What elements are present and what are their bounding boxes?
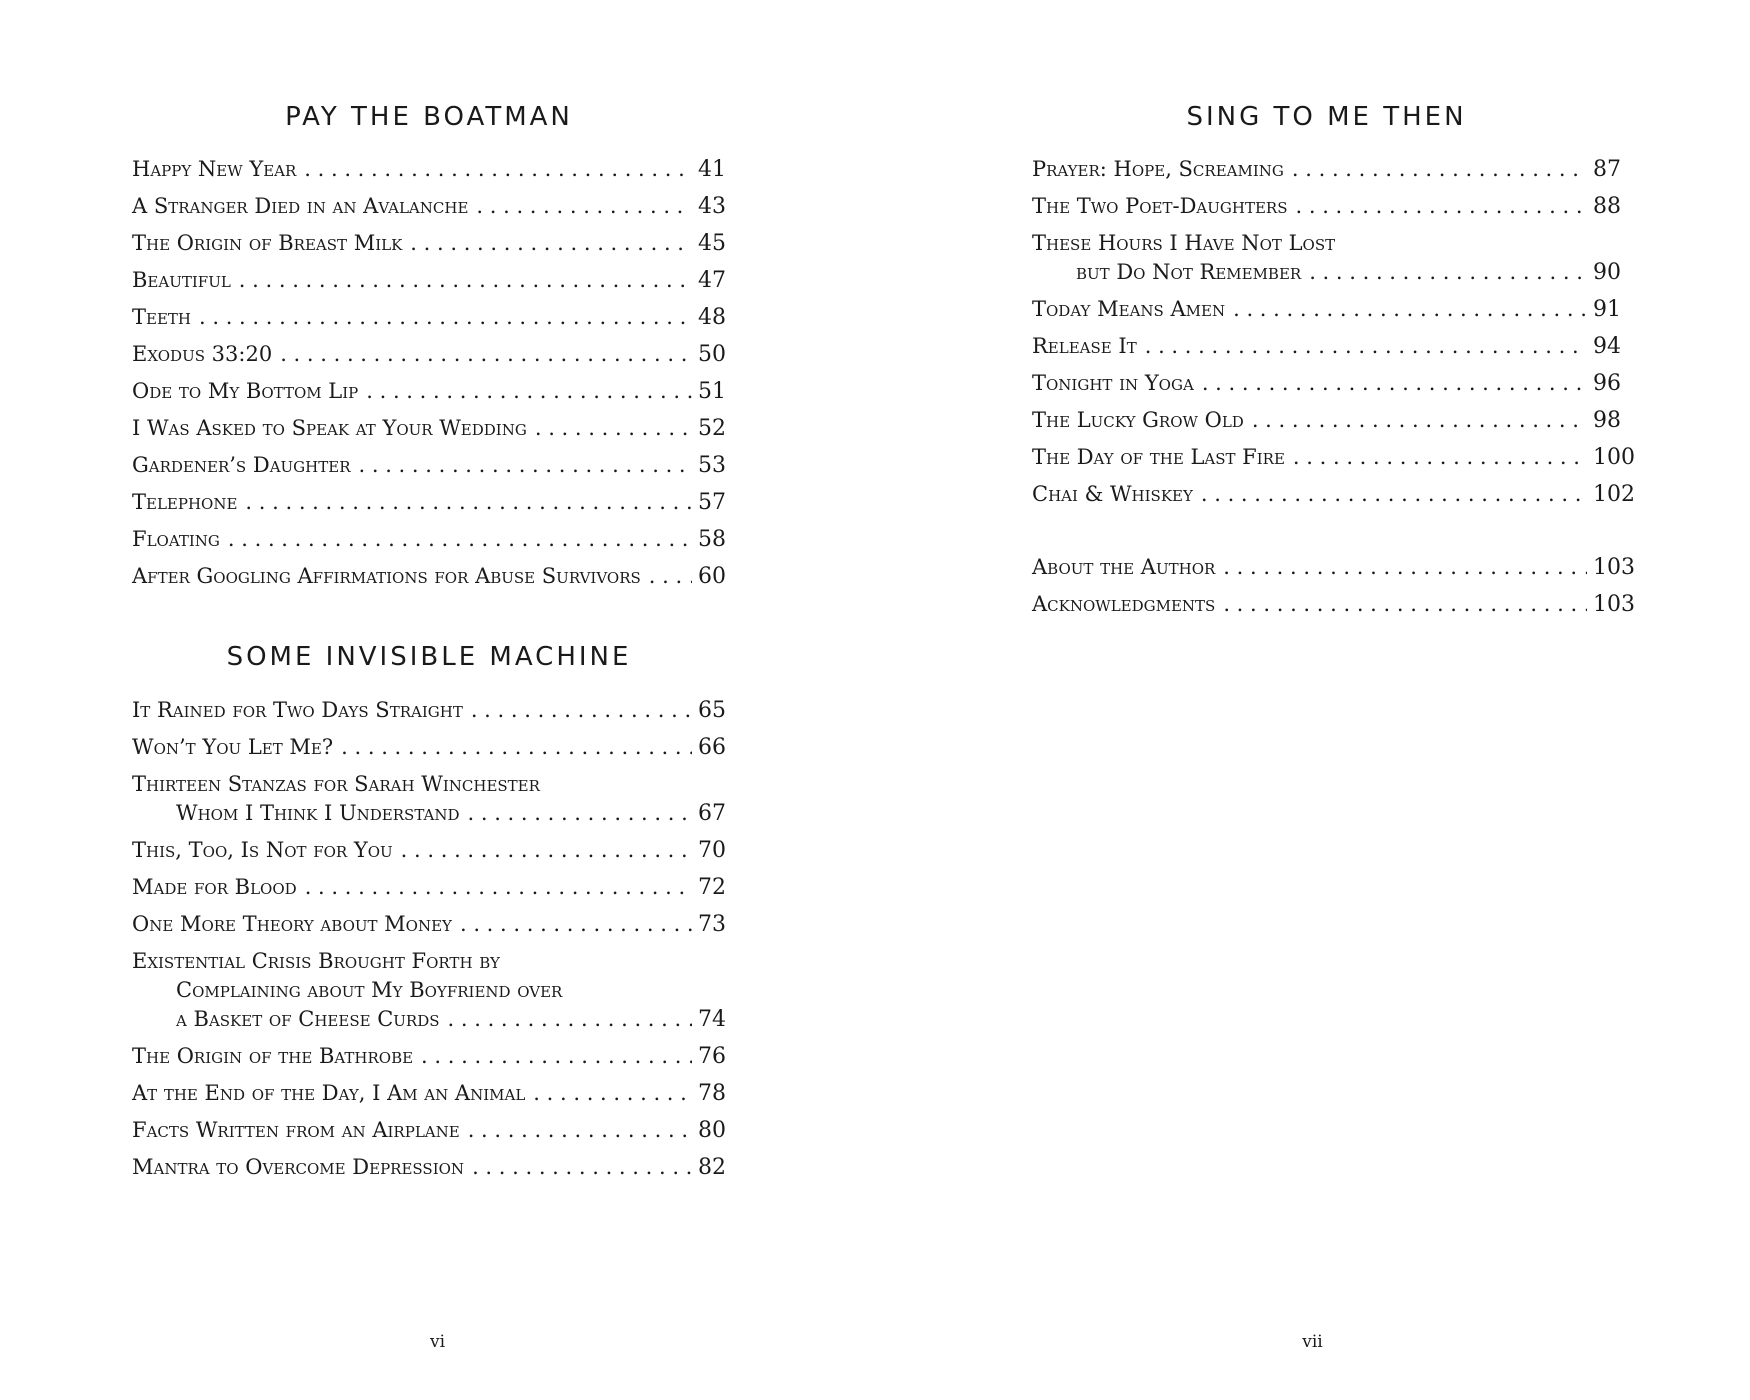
toc-entry-title: A Stranger Died in an Avalanche xyxy=(132,194,469,218)
toc-entry-title: The Origin of Breast Milk xyxy=(132,231,403,255)
dot-leader xyxy=(471,696,692,725)
toc-entry-page: 70 xyxy=(698,838,726,863)
toc-entry-page: 66 xyxy=(698,735,726,760)
toc-entry-title: The Two Poet-Daughters xyxy=(1032,194,1288,218)
toc-entry[interactable] xyxy=(132,303,726,332)
toc-entry[interactable] xyxy=(132,155,726,184)
dot-leader xyxy=(472,1153,692,1182)
toc-entry-page: 100 xyxy=(1593,445,1635,470)
toc-entry[interactable] xyxy=(132,266,726,295)
dot-leader xyxy=(1223,590,1587,619)
toc-entry-page: 65 xyxy=(698,698,726,723)
dot-leader xyxy=(366,377,692,406)
toc-entry-title: After Googling Affirmations for Abuse Survivors xyxy=(132,564,641,588)
dot-leader xyxy=(410,229,692,258)
toc-entry-page: 45 xyxy=(698,231,726,256)
toc-entry-title: The Day of the Last Fire xyxy=(1032,445,1285,469)
page-number-left: vi xyxy=(429,1332,446,1352)
dot-leader xyxy=(1309,258,1587,287)
toc-entry-page: 52 xyxy=(698,416,726,441)
dot-leader xyxy=(228,525,692,554)
toc-entry[interactable] xyxy=(1032,155,1621,184)
toc-entry-title-line: Complaining about My Boyfriend over xyxy=(176,978,563,1002)
toc-entry[interactable] xyxy=(132,1153,726,1182)
toc-entry[interactable] xyxy=(1032,369,1621,398)
toc-entry-page: 80 xyxy=(698,1118,726,1143)
dot-leader xyxy=(245,488,692,517)
toc-entry[interactable] xyxy=(132,192,726,221)
toc-entry-title: Gardener’s Daughter xyxy=(132,453,351,477)
toc-entry-title: It Rained for Two Days Straight xyxy=(132,698,463,722)
toc-entry[interactable] xyxy=(132,910,726,939)
toc-entry-page: 67 xyxy=(698,801,726,826)
toc-entry-page: 48 xyxy=(698,305,726,330)
dot-leader xyxy=(401,836,692,865)
toc-list-sing-to-me-then xyxy=(1032,155,1635,627)
page-number-right: vii xyxy=(1302,1332,1323,1352)
dot-leader xyxy=(305,873,692,902)
section-title-sing-to-me-then: SING TO ME THEN xyxy=(1186,102,1467,132)
toc-entry-title: Telephone xyxy=(132,490,238,514)
dot-leader xyxy=(448,1005,692,1034)
toc-entry-title-line: but Do Not Remember xyxy=(1076,260,1302,284)
toc-entry[interactable] xyxy=(132,525,726,554)
section-title-some-invisible-machine: SOME INVISIBLE MACHINE xyxy=(226,642,632,672)
toc-entry[interactable] xyxy=(132,733,726,762)
toc-entry-page: 103 xyxy=(1593,555,1635,580)
dot-leader xyxy=(1202,369,1587,398)
toc-entry[interactable] xyxy=(132,1042,726,1071)
toc-entry-page: 53 xyxy=(698,453,726,478)
toc-entry-title-line: Thirteen Stanzas for Sarah Winchester xyxy=(132,772,540,796)
toc-entry-title: Prayer: Hope, Screaming xyxy=(1032,157,1284,181)
toc-entry-page: 47 xyxy=(698,268,726,293)
toc-entry[interactable] xyxy=(132,229,726,258)
toc-entry[interactable] xyxy=(132,873,726,902)
toc-entry-title: Tonight in Yoga xyxy=(1032,371,1194,395)
dot-leader xyxy=(280,340,692,369)
toc-entry-title: One More Theory about Money xyxy=(132,912,452,936)
toc-entry-page: 88 xyxy=(1593,194,1621,219)
toc-entry-title: Exodus 33:20 xyxy=(132,342,273,366)
toc-entry[interactable] xyxy=(132,696,726,725)
toc-entry[interactable] xyxy=(132,451,726,480)
toc-entry[interactable] xyxy=(132,414,726,443)
toc-entry-page: 73 xyxy=(698,912,726,937)
toc-entry[interactable] xyxy=(1032,295,1621,324)
toc-entry-acknowledgments[interactable] xyxy=(1032,590,1635,619)
toc-entry-title: Acknowledgments xyxy=(1032,592,1216,616)
toc-entry-multiline[interactable] xyxy=(132,770,726,828)
dot-leader xyxy=(199,303,692,332)
toc-entry-title: The Lucky Grow Old xyxy=(1032,408,1244,432)
toc-entry-multiline[interactable] xyxy=(132,947,726,1034)
toc-entry[interactable] xyxy=(1032,406,1621,435)
right-page xyxy=(875,0,1750,1400)
toc-entry[interactable] xyxy=(1032,443,1635,472)
dot-leader xyxy=(468,1116,692,1145)
dot-leader xyxy=(239,266,692,295)
dot-leader xyxy=(1233,295,1587,324)
dot-leader xyxy=(535,414,692,443)
dot-leader xyxy=(1223,553,1587,582)
toc-entry-title: Happy New Year xyxy=(132,157,297,181)
toc-entry-title: The Origin of the Bathrobe xyxy=(132,1044,414,1068)
toc-entry[interactable] xyxy=(132,1079,726,1108)
dot-leader xyxy=(649,562,692,591)
toc-entry-title: Won’t You Let Me? xyxy=(132,735,334,759)
toc-entry-multiline[interactable] xyxy=(1032,229,1621,287)
dot-leader xyxy=(341,733,692,762)
dot-leader xyxy=(1296,192,1588,221)
dot-leader xyxy=(1292,155,1587,184)
toc-entry[interactable] xyxy=(1032,192,1621,221)
toc-entry-page: 72 xyxy=(698,875,726,900)
toc-entry[interactable] xyxy=(132,836,726,865)
toc-entry[interactable] xyxy=(132,1116,726,1145)
dot-leader xyxy=(1145,332,1587,361)
toc-entry-title: Today Means Amen xyxy=(1032,297,1226,321)
toc-entry[interactable] xyxy=(132,340,726,369)
toc-entry-page: 94 xyxy=(1593,334,1621,359)
toc-entry-page: 98 xyxy=(1593,408,1621,433)
toc-entry-title: Teeth xyxy=(132,305,191,329)
toc-entry-title: Ode to My Bottom Lip xyxy=(132,379,359,403)
toc-entry-page: 91 xyxy=(1593,297,1621,322)
toc-entry-page: 60 xyxy=(698,564,726,589)
toc-entry-page: 58 xyxy=(698,527,726,552)
toc-entry-page: 103 xyxy=(1593,592,1635,617)
dot-leader xyxy=(421,1042,692,1071)
toc-entry-page: 78 xyxy=(698,1081,726,1106)
toc-entry-page: 43 xyxy=(698,194,726,219)
toc-entry-title: About the Author xyxy=(1032,555,1216,579)
toc-entry-title-line: Whom I Think I Understand xyxy=(176,801,460,825)
section-title-pay-the-boatman: PAY THE BOATMAN xyxy=(285,102,573,132)
dot-leader xyxy=(1201,480,1587,509)
toc-entry-title: Beautiful xyxy=(132,268,231,292)
dot-leader xyxy=(460,910,692,939)
toc-entry[interactable] xyxy=(132,488,726,517)
toc-entry[interactable] xyxy=(132,377,726,406)
toc-entry-title: At the End of the Day, I Am an Animal xyxy=(132,1081,526,1105)
toc-entry-page: 50 xyxy=(698,342,726,367)
toc-list-pay-the-boatman xyxy=(132,155,726,599)
toc-entry-page: 57 xyxy=(698,490,726,515)
toc-entry-page: 76 xyxy=(698,1044,726,1069)
dot-leader xyxy=(1293,443,1587,472)
toc-entry[interactable] xyxy=(132,562,726,591)
toc-entry-page: 90 xyxy=(1593,260,1621,285)
toc-entry[interactable] xyxy=(1032,480,1635,509)
section-spacer xyxy=(1032,517,1621,553)
toc-entry-title: I Was Asked to Speak at Your Wedding xyxy=(132,416,527,440)
toc-entry-page: 102 xyxy=(1593,482,1635,507)
dot-leader xyxy=(533,1079,692,1108)
dot-leader xyxy=(476,192,692,221)
toc-entry-title: Made for Blood xyxy=(132,875,297,899)
dot-leader xyxy=(468,799,693,828)
toc-entry-title-line: These Hours I Have Not Lost xyxy=(1032,231,1336,255)
toc-entry-page: 82 xyxy=(698,1155,726,1180)
toc-entry-title: Mantra to Overcome Depression xyxy=(132,1155,465,1179)
toc-entry-page: 87 xyxy=(1593,157,1621,182)
toc-entry-title: Facts Written from an Airplane xyxy=(132,1118,460,1142)
toc-entry-page: 96 xyxy=(1593,371,1621,396)
toc-entry-title-line: Existential Crisis Brought Forth by xyxy=(132,949,500,973)
toc-entry-title-line: a Basket of Cheese Curds xyxy=(176,1007,440,1031)
toc-entry-title: Floating xyxy=(132,527,220,551)
dot-leader xyxy=(304,155,692,184)
toc-entry-title: This, Too, Is Not for You xyxy=(132,838,393,862)
toc-entry-title: Release It xyxy=(1032,334,1137,358)
toc-entry-page: 41 xyxy=(698,157,726,182)
dot-leader xyxy=(1252,406,1587,435)
toc-entry-page: 51 xyxy=(698,379,726,404)
toc-entry-page: 74 xyxy=(698,1007,726,1032)
toc-entry-about-author[interactable] xyxy=(1032,553,1635,582)
toc-list-some-invisible-machine xyxy=(132,696,726,1190)
toc-entry-title: Chai & Whiskey xyxy=(1032,482,1193,506)
toc-entry[interactable] xyxy=(1032,332,1621,361)
dot-leader xyxy=(359,451,693,480)
